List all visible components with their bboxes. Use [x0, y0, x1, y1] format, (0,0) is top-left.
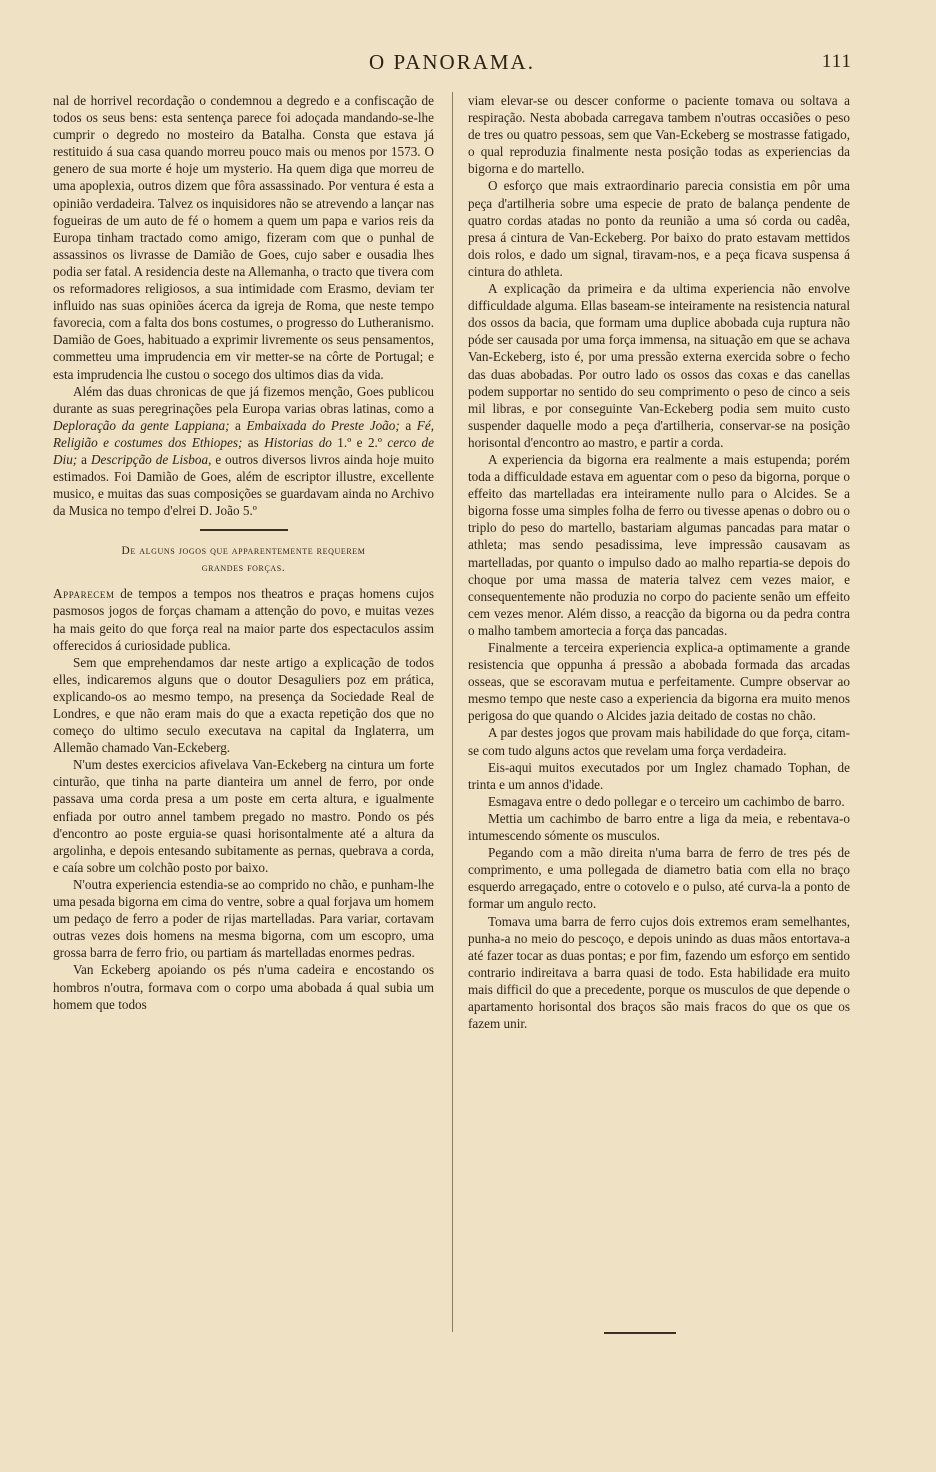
work-title: Embaixada do Preste João; [246, 417, 400, 433]
paragraph: nal de horrivel recordação o condemnou a degredo e a confiscação de todos os seus bens: esta sentença parece foi adoçada mandando-se-lhe cumprir o degredo no mosteiro da Batalha. Consta que estava já restituido á sua casa quando morreu pouco mais ou menos por 1573. O genero de sua morte é hoje um mysterio. Ha quem diga que morreu de uma apoplexia, outros dizem que fôra assassinado. Por ventura é esta a opinião verdadeira. Talvez os inquisidores não se atrevendo a lançar nas fogueiras de um auto de fé o homem a quem um papa e varios reis da Europa tinham tractado como amigo, fizeram com que o punhal de assassinos os livrasse de Damião de Goes, cujo saber e ousadia lhes podia ser fatal. A residencia deste na Allemanha, o tracto que tivera com os reformadores religiosos, a sua intimidade com Erasmo, deviam ter influido nas suas opiniões ácerca da igreja de Roma, que neste tempo favorecia, com a falta dos bons costumes, o progresso do Lutheranismo. Damião de Goes, habituado a exprimir livremente os seus pensamentos, commetteu uma imprudencia em vir metter-se na côrte de Portugal; e esta imprudencia lhe custou o socego dos ultimos dias da vida. [53, 93, 434, 382]
paragraph: Esmagava entre o dedo pollegar e o terceiro um cachimbo de barro. [488, 793, 845, 809]
work-title: Historias do [264, 434, 332, 450]
column-divider [452, 92, 453, 1332]
paragraph: A experiencia da bigorna era realmente a mais estupenda; porém toda a difficuldade estava em aguentar com o peso da bigorna, porque o effeito das martelladas era inteiramente nullo para o Alcides. Se a bigorna fosse uma simples folha de ferro ou tivesse apenas o dobro ou o triplo do peso do martello, bastariam algumas pancadas para matar o athleta; mas sendo pesadissima, leve impressão causavam as martelladas, por quanto o impulso dado ao malho repartia-se depois do choque por uma massa de materia talvez cem vezes maior, e consequentemente não produzia no corpo do paciente senão um effeito cem vezes menor. Além disso, a reacção da bigorna ou da pedra contra o malho tambem amortecia a força das pancadas. [468, 451, 850, 638]
paragraph: Finalmente a terceira experiencia explica-a optimamente a grande resistencia que oppunha á pressão a abobada formada das arcadas osseas, que se escoravam mutua e perfeitamente. Cumpre observar ao mesmo tempo que neste caso a experiencia da bigorna era muito menos perigosa do que quando o Alcides jazia deitado de costas no chão. [468, 640, 850, 724]
text-run: 1.º e 2.º [331, 434, 388, 450]
page-number: 111 [821, 51, 852, 72]
paragraph: viam elevar-se ou descer conforme o paciente tomava ou soltava a respiração. Nesta abobada carregava tambem n'outras occasiões o peso de tres ou quatro pessoas, sem que Van-Eckeberg se mostrasse fatigado, o qual reproduzia finalmente nesta posição todas as experiencias da bigorna e do martello. [468, 93, 850, 177]
paragraph: Van Eckeberg apoiando os pés n'uma cadeira e encostando os hombros n'outra, formava com o corpo uma abobada á qual subia um homem que todos [53, 962, 434, 1012]
text-run: Além das duas chronicas de que já fizemos menção, Goes publicou durante as suas peregrinações pela Europa varias obras latinas, como a [53, 383, 434, 416]
paragraph-works [53, 383, 434, 520]
text-run: , e outros diversos livros ainda hoje muito estimados. Foi Damião de Goes, além de escriptor illustre, excellente musico, e muitas das suas composições se guardavam ainda no Archivo da Musica no tempo d'elrei D. João 5.º [53, 451, 434, 519]
paragraph: Pegando com a mão direita n'uma barra de ferro de tres pés de comprimento, e uma pollegada de diametro batia com ella no braço esquerdo arregaçado, entre o cotovelo e o pulso, até curva-la a ponto de formar um angulo recto. [468, 845, 850, 912]
paragraph: Sem que emprehendamos dar neste artigo a explicação de todos elles, indicaremos alguns que o doutor Desaguliers poz em prática, explicando-os ao mesmo tempo, na presença da Sociedade Real de Londres, e que não eram mais do que a exacta repetição dos que no começo do ultimo seculo executava na capital da Inglaterra, um Allemão chamado Van-Eckeberg. [53, 654, 434, 756]
section-title [53, 543, 434, 577]
section-divider [200, 529, 288, 531]
section-title-line: De alguns jogos que apparentemente requerem [121, 545, 366, 558]
paragraph: Mettia um cachimbo de barro entre a liga da meia, e rebentava-o intumescendo sómente os musculos. [468, 810, 850, 844]
text-run: de tempos a tempos nos theatros e praças homens cujos pasmosos jogos de forças chamam a attenção do povo, e muitas vezes ha mais geito do que força real na maior parte dos espectaculos assim offerecidos á curiosidade publica. [53, 586, 434, 653]
text-run: a [77, 451, 91, 467]
end-divider [604, 1332, 676, 1334]
paragraph: N'outra experiencia estendia-se ao comprido no chão, e punham-lhe uma pesada bigorna em cima do ventre, sobre a qual forjava um homem um pedaço de ferro a poder de rijas martelladas. Para variar, cortavam outras vezes dois homens na mesma bigorna, com um escopro, uma grossa barra de ferro frio, ou partiam ás martelladas enormes pedras. [53, 876, 434, 961]
section-title-line: grandes forças. [201, 562, 286, 575]
paragraph: Tomava uma barra de ferro cujos dois extremos eram semelhantes, punha-a no meio do pescoço, e depois unindo as duas mãos entortava-a até fazer tocar as duas pontas; e por fim, fazendo um esforço em sentido contrario indireitava a barra quasi de todo. Esta habilidade era muito mais difficil do que a precedente, porque os musculos de que depende o apartamento horisontal dos braços são mais fracos do que os que os fazem unir. [468, 913, 850, 1032]
left-column [53, 92, 434, 1013]
paragraph: N'um destes exercicios afivelava Van-Eckeberg na cintura um forte cinturão, que tinha na parte dianteira um annel de ferro, por onde passava uma corda presa a um poste em certa altura, e igualmente enfiada por outro annel tambem pregado no mastro. Pondo os pés d'encontro ao poste erguia-se quasi horisontalmente até a altura da argolinha, e depois entesando subitamente as pernas, quebrava a corda, e caía sobre um colchão posto por baixo. [53, 757, 434, 875]
work-title: Fé, Religião e costumes dos Ethiopes; [53, 417, 434, 450]
page-header [52, 50, 852, 78]
paragraph: A explicação da primeira e da ultima experiencia não envolve difficuldade alguma. Ellas baseam-se inteiramente na resistencia natural dos ossos da bacia, que formam uma duplice abobada cuja ruptura não póde ser causada por uma força immensa, na situação em que se achava Van-Eckeberg, isto é, por uma pressão externa exercida sobre o fecho das duas abobadas. Por outro lado os ossos das coxas e das canellas podem supportar no sentido do seu comprimento o peso de cinco a seis mil libras, e por conseguinte Van-Eckeberg podia sem muito custo suspender daquelle modo a peça d'artilheria, conservar-se na posição horisontal d'encontro ao mastro, e partir a corda. [468, 281, 850, 450]
opening-word: Apparecem [53, 586, 115, 602]
paragraph: Eis-aqui muitos executados por um Inglez chamado Tophan, de trinta e um annos d'idade. [468, 759, 850, 792]
work-title: cerco de Diu; [53, 434, 434, 467]
right-column [468, 92, 850, 1032]
paragraph: O esforço que mais extraordinario parecia consistia em pôr uma peça d'artilheria sobre uma especie de prato de balança pendente de quatro cordas atadas no ponto da reunião a uma só corda ou cadêa, presa á cintura de Van-Eckeberg. Por baixo do prato estavam mettidos dois rolos, e dado um signal, tiravam-nos, e a peça ficava suspensa á cintura do athleta. [468, 178, 850, 279]
text-run: a [399, 417, 417, 433]
work-title: Descripção de Lisboa [90, 451, 209, 467]
paragraph: A par destes jogos que provam mais habilidade do que força, citam-se com tudo alguns actos que revelam uma força verdadeira. [468, 725, 850, 758]
work-title: Deploração da gente Lappiana; [53, 417, 230, 433]
text-run: as [242, 434, 265, 450]
publication-title: O PANORAMA. [369, 50, 535, 74]
text-run: a [229, 417, 247, 433]
paragraph-opening [53, 585, 434, 653]
